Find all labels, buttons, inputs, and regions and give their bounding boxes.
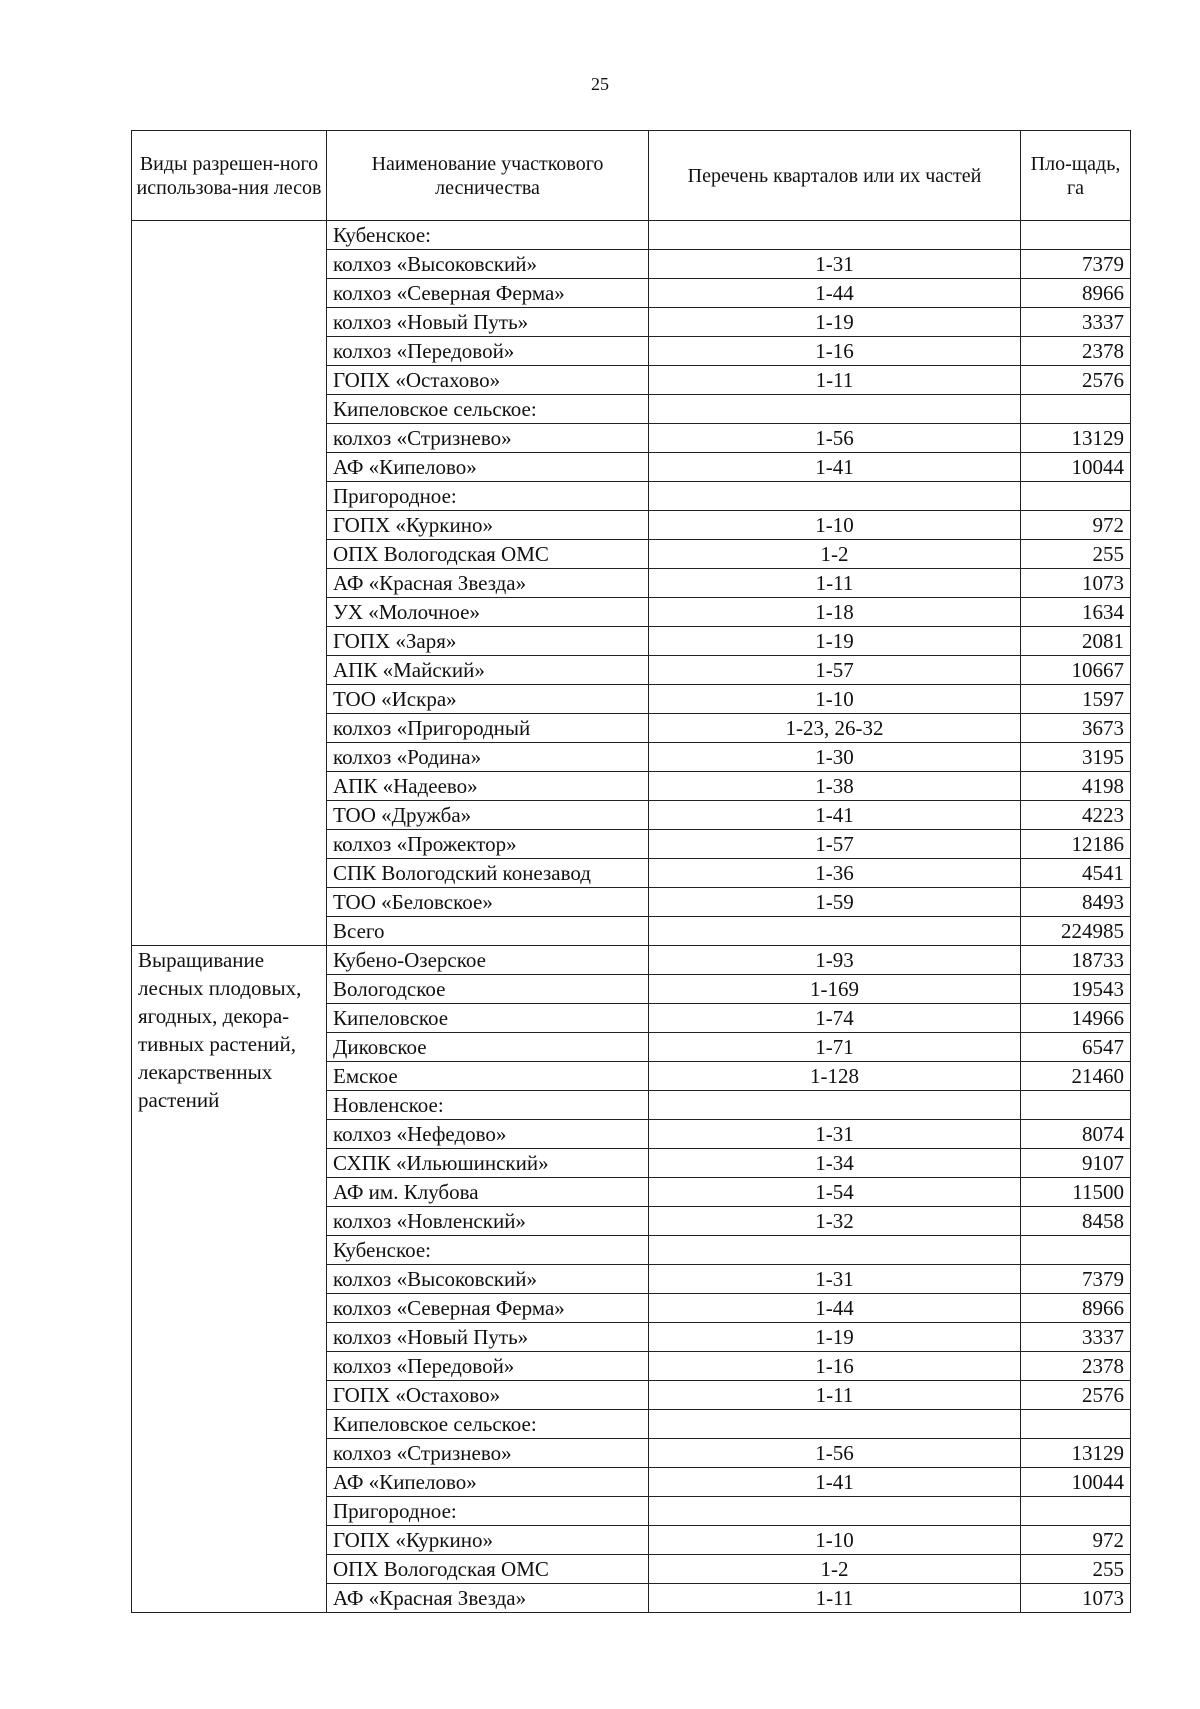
- forestry-name-cell: СПК Вологодский конезавод: [327, 859, 649, 888]
- quarters-cell: 1-44: [649, 279, 1021, 308]
- quarters-cell: 1-54: [649, 1178, 1021, 1207]
- area-cell: [1021, 482, 1131, 511]
- forestry-name-cell: Кипеловское сельское:: [327, 395, 649, 424]
- quarters-cell: 1-38: [649, 772, 1021, 801]
- forestry-name-cell: АПК «Майский»: [327, 656, 649, 685]
- usage-type-cell: [132, 221, 327, 946]
- forestry-name-cell: АФ «Красная Звезда»: [327, 1584, 649, 1613]
- area-cell: 8493: [1021, 888, 1131, 917]
- area-cell: 972: [1021, 1526, 1131, 1555]
- area-cell: [1021, 1091, 1131, 1120]
- quarters-cell: [649, 395, 1021, 424]
- quarters-cell: 1-59: [649, 888, 1021, 917]
- area-cell: 21460: [1021, 1062, 1131, 1091]
- quarters-cell: 1-32: [649, 1207, 1021, 1236]
- quarters-cell: 1-19: [649, 1323, 1021, 1352]
- quarters-cell: 1-128: [649, 1062, 1021, 1091]
- area-cell: 2378: [1021, 1352, 1131, 1381]
- area-cell: 11500: [1021, 1178, 1131, 1207]
- area-cell: [1021, 1236, 1131, 1265]
- quarters-cell: 1-11: [649, 1381, 1021, 1410]
- forestry-name-cell: колхоз «Стризнево»: [327, 1439, 649, 1468]
- usage-type-cell: Выращивание лесных плодовых, ягодных, декора-тивных растений, лекарственных растений: [132, 946, 327, 1613]
- area-cell: 6547: [1021, 1033, 1131, 1062]
- area-cell: 1073: [1021, 569, 1131, 598]
- quarters-cell: 1-57: [649, 830, 1021, 859]
- area-cell: 4198: [1021, 772, 1131, 801]
- forestry-name-cell: Кубено-Озерское: [327, 946, 649, 975]
- quarters-cell: 1-19: [649, 308, 1021, 337]
- area-cell: 12186: [1021, 830, 1131, 859]
- quarters-cell: 1-44: [649, 1294, 1021, 1323]
- quarters-cell: [649, 221, 1021, 250]
- forestry-name-cell: Кубенское:: [327, 221, 649, 250]
- area-cell: 3337: [1021, 1323, 1131, 1352]
- forestry-name-cell: СХПК «Ильюшинский»: [327, 1149, 649, 1178]
- forestry-name-cell: колхоз «Стризнево»: [327, 424, 649, 453]
- forestry-name-cell: колхоз «Родина»: [327, 743, 649, 772]
- area-cell: [1021, 1497, 1131, 1526]
- forestry-name-cell: Пригородное:: [327, 1497, 649, 1526]
- header-area: Пло-щадь, га: [1021, 131, 1131, 221]
- table-row: [132, 221, 1131, 250]
- area-cell: 7379: [1021, 1265, 1131, 1294]
- forestry-name-cell: колхоз «Высоковский»: [327, 1265, 649, 1294]
- quarters-cell: 1-93: [649, 946, 1021, 975]
- forestry-name-cell: АФ «Кипелово»: [327, 453, 649, 482]
- header-usage-type: Виды разрешен-ного использова-ния лесов: [132, 131, 327, 221]
- area-cell: 14966: [1021, 1004, 1131, 1033]
- quarters-cell: 1-16: [649, 1352, 1021, 1381]
- forestry-name-cell: колхоз «Пригородный: [327, 714, 649, 743]
- area-cell: 224985: [1021, 917, 1131, 946]
- forestry-name-cell: колхоз «Нефедово»: [327, 1120, 649, 1149]
- quarters-cell: 1-57: [649, 656, 1021, 685]
- quarters-cell: [649, 482, 1021, 511]
- forestry-name-cell: ГОПХ «Остахово»: [327, 366, 649, 395]
- quarters-cell: [649, 1236, 1021, 1265]
- quarters-cell: 1-2: [649, 540, 1021, 569]
- area-cell: 19543: [1021, 975, 1131, 1004]
- forestry-name-cell: ОПХ Вологодская ОМС: [327, 540, 649, 569]
- quarters-cell: 1-18: [649, 598, 1021, 627]
- quarters-cell: 1-36: [649, 859, 1021, 888]
- forestry-name-cell: колхоз «Передовой»: [327, 337, 649, 366]
- area-cell: 3673: [1021, 714, 1131, 743]
- forestry-name-cell: колхоз «Северная Ферма»: [327, 279, 649, 308]
- area-cell: [1021, 221, 1131, 250]
- forestry-name-cell: колхоз «Северная Ферма»: [327, 1294, 649, 1323]
- quarters-cell: [649, 1091, 1021, 1120]
- area-cell: 1634: [1021, 598, 1131, 627]
- quarters-cell: 1-10: [649, 1526, 1021, 1555]
- area-cell: 2576: [1021, 366, 1131, 395]
- forestry-name-cell: Вологодское: [327, 975, 649, 1004]
- forestry-name-cell: АФ «Кипелово»: [327, 1468, 649, 1497]
- forestry-name-cell: колхоз «Высоковский»: [327, 250, 649, 279]
- area-cell: 4223: [1021, 801, 1131, 830]
- forestry-name-cell: колхоз «Передовой»: [327, 1352, 649, 1381]
- forestry-name-cell: Диковское: [327, 1033, 649, 1062]
- area-cell: 255: [1021, 540, 1131, 569]
- table-header-row: [132, 131, 1131, 221]
- forestry-name-cell: Емское: [327, 1062, 649, 1091]
- forestry-name-cell: ГОПХ «Куркино»: [327, 511, 649, 540]
- area-cell: 18733: [1021, 946, 1131, 975]
- area-cell: 8966: [1021, 1294, 1131, 1323]
- forestry-name-cell: ТОО «Дружба»: [327, 801, 649, 830]
- forestry-name-cell: колхоз «Новый Путь»: [327, 308, 649, 337]
- forestry-name-cell: АФ «Красная Звезда»: [327, 569, 649, 598]
- forestry-name-cell: Всего: [327, 917, 649, 946]
- area-cell: [1021, 1410, 1131, 1439]
- forestry-name-cell: колхоз «Прожектор»: [327, 830, 649, 859]
- table-row: [132, 946, 1131, 975]
- forestry-name-cell: ОПХ Вологодская ОМС: [327, 1555, 649, 1584]
- header-quarters-list: Перечень кварталов или их частей: [649, 131, 1021, 221]
- forestry-name-cell: Пригородное:: [327, 482, 649, 511]
- quarters-cell: 1-16: [649, 337, 1021, 366]
- quarters-cell: 1-169: [649, 975, 1021, 1004]
- area-cell: 13129: [1021, 1439, 1131, 1468]
- quarters-cell: 1-31: [649, 250, 1021, 279]
- forestry-name-cell: Кипеловское сельское:: [327, 1410, 649, 1439]
- area-cell: 2576: [1021, 1381, 1131, 1410]
- forestry-name-cell: Кипеловское: [327, 1004, 649, 1033]
- quarters-cell: 1-71: [649, 1033, 1021, 1062]
- area-cell: 3195: [1021, 743, 1131, 772]
- area-cell: 13129: [1021, 424, 1131, 453]
- area-cell: 255: [1021, 1555, 1131, 1584]
- forestry-name-cell: ТОО «Искра»: [327, 685, 649, 714]
- quarters-cell: 1-56: [649, 1439, 1021, 1468]
- quarters-cell: [649, 1410, 1021, 1439]
- quarters-cell: 1-10: [649, 511, 1021, 540]
- area-cell: 8074: [1021, 1120, 1131, 1149]
- area-cell: 10044: [1021, 453, 1131, 482]
- area-cell: 10044: [1021, 1468, 1131, 1497]
- quarters-cell: 1-41: [649, 1468, 1021, 1497]
- area-cell: 972: [1021, 511, 1131, 540]
- forestry-name-cell: АПК «Надеево»: [327, 772, 649, 801]
- area-cell: 8458: [1021, 1207, 1131, 1236]
- quarters-cell: 1-2: [649, 1555, 1021, 1584]
- forest-use-table: [131, 130, 1131, 1613]
- quarters-cell: 1-19: [649, 627, 1021, 656]
- quarters-cell: 1-11: [649, 1584, 1021, 1613]
- quarters-cell: 1-31: [649, 1120, 1021, 1149]
- area-cell: 4541: [1021, 859, 1131, 888]
- area-cell: 10667: [1021, 656, 1131, 685]
- quarters-cell: 1-30: [649, 743, 1021, 772]
- area-cell: 1073: [1021, 1584, 1131, 1613]
- forestry-name-cell: колхоз «Новый Путь»: [327, 1323, 649, 1352]
- quarters-cell: 1-34: [649, 1149, 1021, 1178]
- forestry-name-cell: АФ им. Клубова: [327, 1178, 649, 1207]
- area-cell: 8966: [1021, 279, 1131, 308]
- quarters-cell: 1-41: [649, 453, 1021, 482]
- header-forestry-name: Наименование участкового лесничества: [327, 131, 649, 221]
- quarters-cell: [649, 1497, 1021, 1526]
- page-number: 25: [591, 74, 609, 94]
- quarters-cell: 1-41: [649, 801, 1021, 830]
- area-cell: 7379: [1021, 250, 1131, 279]
- forestry-name-cell: колхоз «Новленский»: [327, 1207, 649, 1236]
- area-cell: 9107: [1021, 1149, 1131, 1178]
- area-cell: 3337: [1021, 308, 1131, 337]
- quarters-cell: [649, 917, 1021, 946]
- area-cell: [1021, 395, 1131, 424]
- quarters-cell: 1-23, 26-32: [649, 714, 1021, 743]
- forestry-name-cell: ГОПХ «Куркино»: [327, 1526, 649, 1555]
- quarters-cell: 1-31: [649, 1265, 1021, 1294]
- forestry-name-cell: Кубенское:: [327, 1236, 649, 1265]
- forestry-name-cell: ГОПХ «Заря»: [327, 627, 649, 656]
- table-body: [132, 221, 1131, 1613]
- area-cell: 2378: [1021, 337, 1131, 366]
- quarters-cell: 1-10: [649, 685, 1021, 714]
- quarters-cell: 1-11: [649, 366, 1021, 395]
- forestry-name-cell: ТОО «Беловское»: [327, 888, 649, 917]
- forestry-name-cell: УХ «Молочное»: [327, 598, 649, 627]
- area-cell: 2081: [1021, 627, 1131, 656]
- forestry-name-cell: Новленское:: [327, 1091, 649, 1120]
- quarters-cell: 1-56: [649, 424, 1021, 453]
- forestry-name-cell: ГОПХ «Остахово»: [327, 1381, 649, 1410]
- quarters-cell: 1-11: [649, 569, 1021, 598]
- quarters-cell: 1-74: [649, 1004, 1021, 1033]
- area-cell: 1597: [1021, 685, 1131, 714]
